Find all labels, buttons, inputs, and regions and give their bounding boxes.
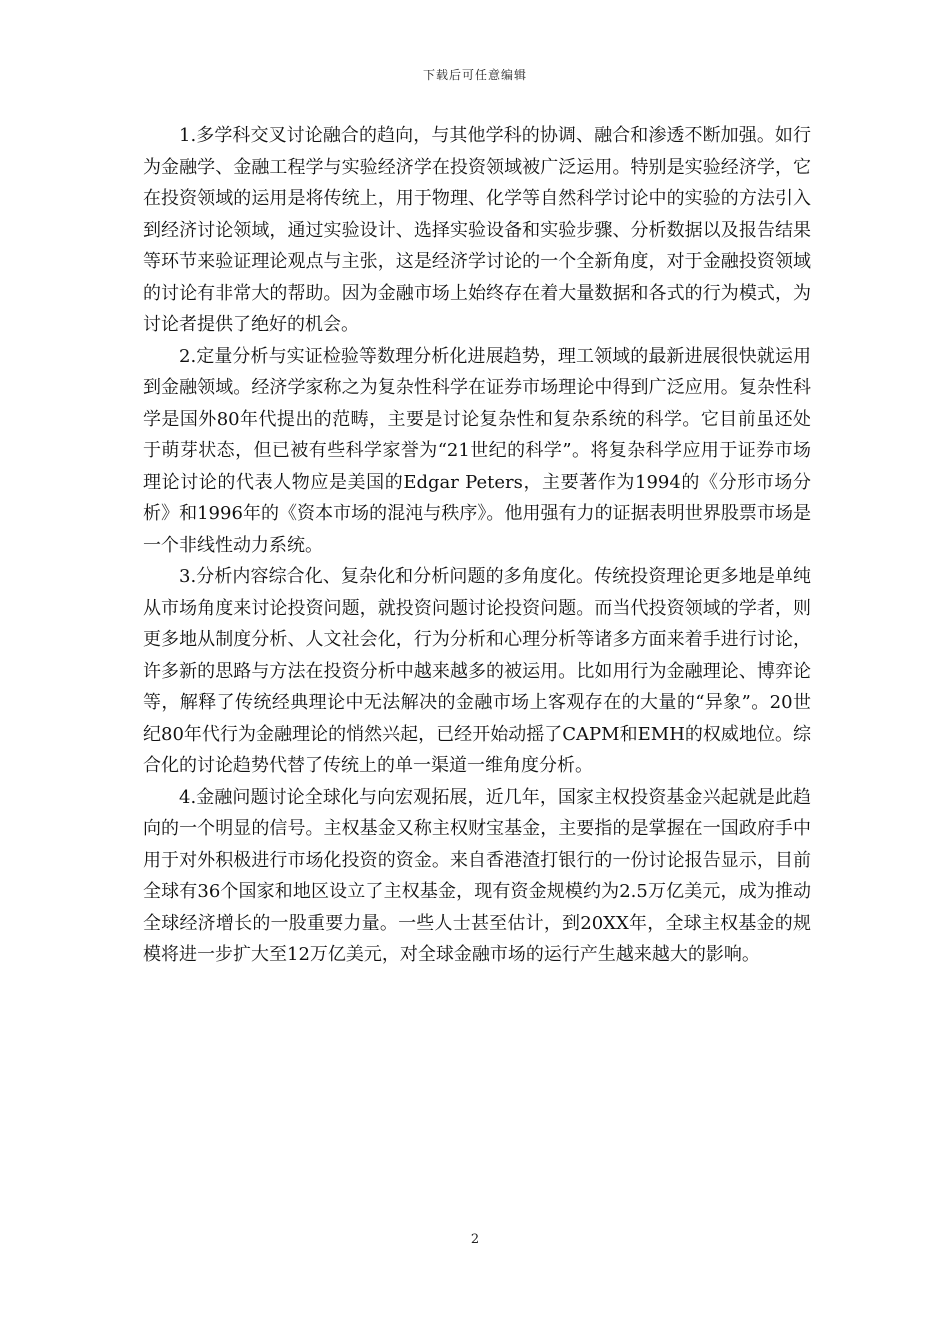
paragraph-3: 3.分析内容综合化、复杂化和分析问题的多角度化。传统投资理论更多地是单纯从市场角度来讨论投资问题，就投资问题讨论投资问题。而当代投资领域的学者，则更多地从制度分析、人文社会化，行为分析和心理分析等诸多方面来着手进行讨论，许多新的思路与方法在投资分析中越来越多的被运用。比如用行为金融理论、博弈论等，解释了传统经典理论中无法解决的金融市场上客观存在的大量的“异象”。20世纪80年代行为金融理论的悄然兴起，已经开始动摇了CAPM和EMH的权威地位。综合化的讨论趋势代替了传统上的单一渠道一维角度分析。	[143, 566, 811, 776]
page-number: 2	[470, 1232, 480, 1247]
paragraph-4: 4.金融问题讨论全球化与向宏观拓展，近几年，国家主权投资基金兴起就是此趋向的一个明显的信号。主权基金又称主权财宝基金，主要指的是掌握在一国政府手中用于对外积极进行市场化投资的资金。来自香港渣打银行的一份讨论报告显示，目前全球有36个国家和地区设立了主权基金，现有资金规模约为2.5万亿美元，成为推动全球经济增长的一股重要力量。一些人士甚至估计，到20XX年，全球主权基金的规模将进一步扩大至12万亿美元，对全球金融市场的运行产生越来越大的影响。	[143, 786, 811, 965]
paragraph-2: 2.定量分析与实证检验等数理分析化进展趋势，理工领域的最新进展很快就运用到金融领域。经济学家称之为复杂性科学在证券市场理论中得到广泛应用。复杂性科学是国外80年代提出的范畴，主要是讨论复杂性和复杂系统的科学。它目前虽还处于萌芽状态，但已被有些科学家誉为“21世纪的科学”。将复杂科学应用于证券市场理论讨论的代表人物应是美国的Edgar Peters，主要著作为1994的《分形市场分析》和1996年的《资本市场的混沌与秩序》。他用强有力的证据表明世界股票市场是一个非线性动力系统。	[143, 345, 811, 556]
document-body	[143, 120, 811, 971]
paragraph-1: 1.多学科交叉讨论融合的趋向，与其他学科的协调、融合和渗透不断加强。如行为金融学、金融工程学与实验经济学在投资领域被广泛运用。特别是实验经济学，它在投资领域的运用是将传统上，用于物理、化学等自然科学讨论中的实验的方法引入到经济讨论领域，通过实验设计、选择实验设备和实验步骤、分析数据以及报告结果等环节来验证理论观点与主张，这是经济学讨论的一个全新角度，对于金融投资领域的讨论有非常大的帮助。因为金融市场上始终存在着大量数据和各式的行为模式，为讨论者提供了绝好的机会。	[143, 125, 811, 335]
page-header: 下载后可任意编辑	[422, 68, 527, 82]
